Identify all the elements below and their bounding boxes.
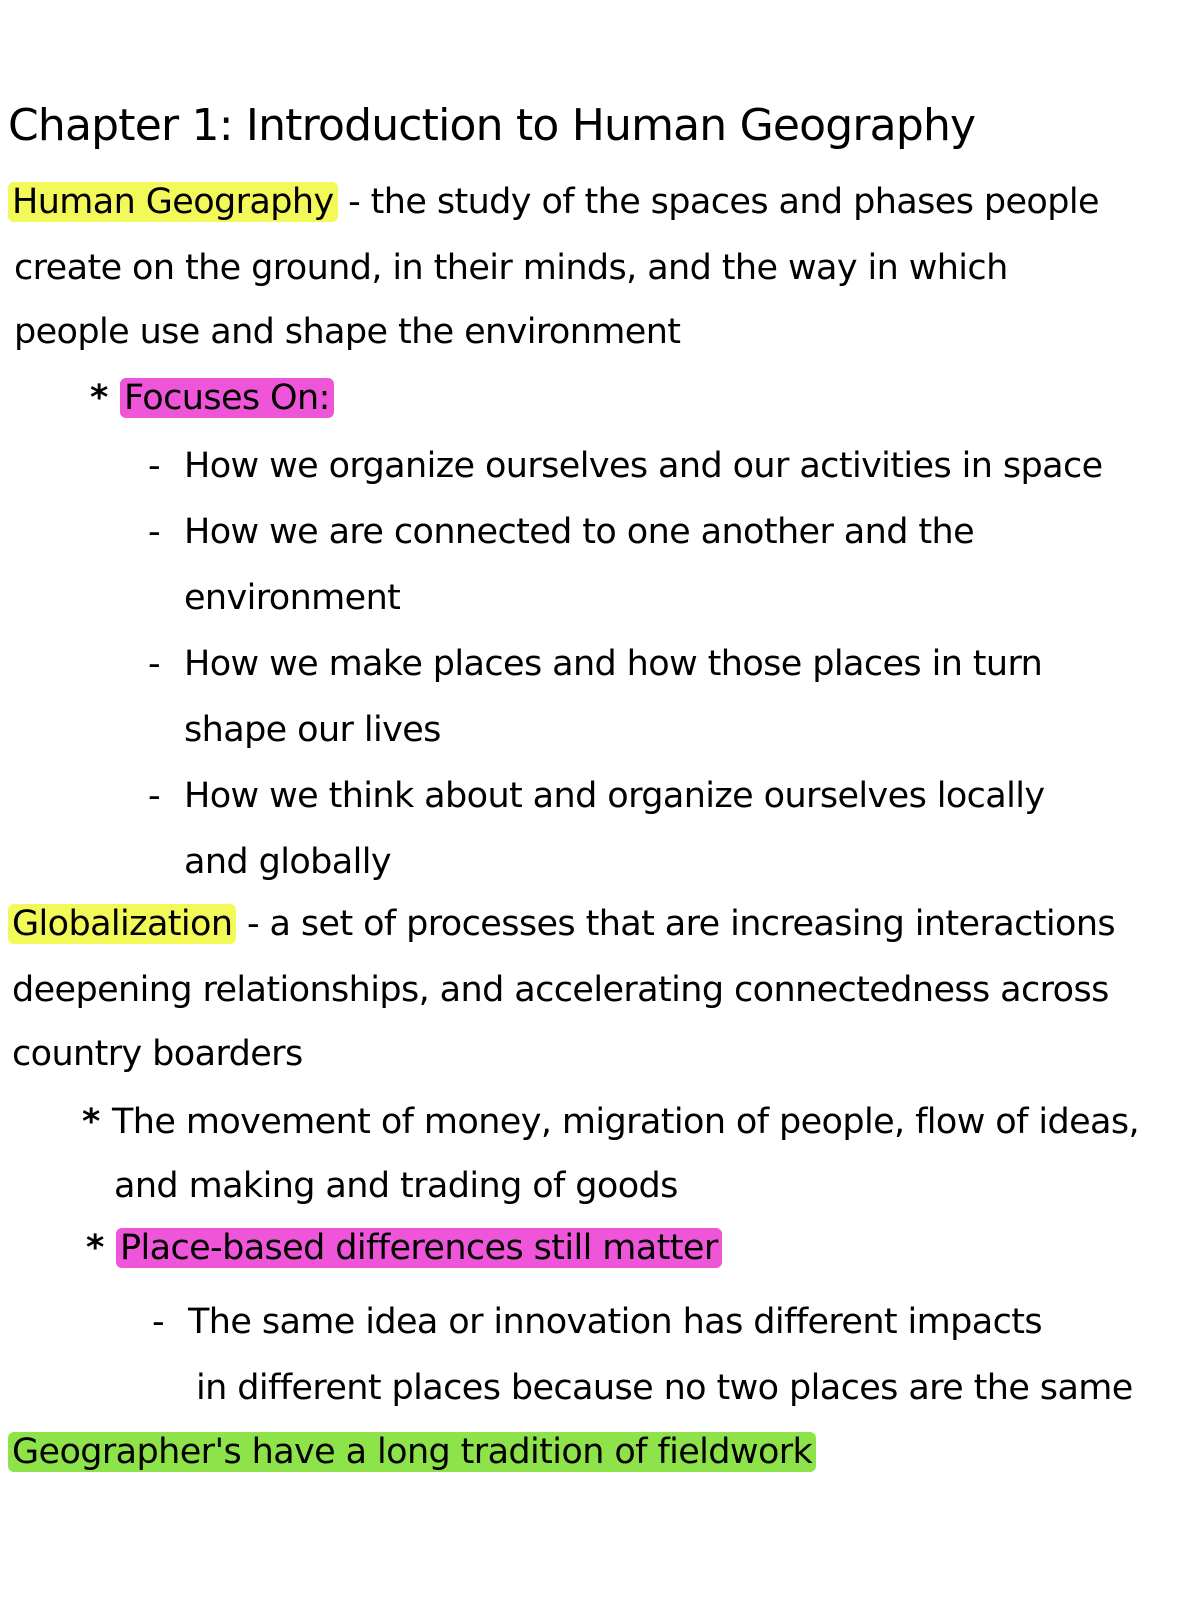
human-geography-term: Human Geography xyxy=(8,182,338,222)
focuses-on-label: Focuses On: xyxy=(120,378,334,418)
page-title: Chapter 1: Introduction to Human Geography xyxy=(8,100,976,151)
globalization-bullet-2 xyxy=(86,1226,722,1270)
fieldwork-line xyxy=(8,1430,816,1474)
globalization-bullet-1-text: The movement of money, migration of people, flow of ideas, xyxy=(112,1102,1140,1142)
focuses-on-heading xyxy=(90,376,334,420)
globalization-sub-item-continuation: in different places because no two places are the same xyxy=(196,1368,1133,1408)
focus-item xyxy=(148,774,1045,818)
asterisk-bullet-icon: * xyxy=(90,378,108,418)
focus-item-continuation: environment xyxy=(184,578,401,618)
human-geography-definition-line-1 xyxy=(8,180,1099,224)
focus-item xyxy=(148,642,1042,686)
globalization-bullet-1 xyxy=(82,1100,1139,1144)
focus-item-text: How we make places and how those places in turn xyxy=(184,644,1043,684)
focus-item xyxy=(148,510,974,554)
focus-item xyxy=(148,444,1103,488)
focus-item-continuation: shape our lives xyxy=(184,710,441,750)
human-geography-def-3: people use and shape the environment xyxy=(14,312,681,352)
dash-icon: - xyxy=(148,446,161,486)
dash-icon: - xyxy=(148,644,161,684)
globalization-sub-item xyxy=(152,1300,1042,1344)
globalization-def-1: - a set of processes that are increasing interactions xyxy=(246,904,1116,944)
focus-item-text: How we think about and organize ourselves locally xyxy=(184,776,1045,816)
globalization-def-3: country boarders xyxy=(12,1034,303,1074)
asterisk-bullet-icon: * xyxy=(86,1228,104,1268)
place-based-differences-text: Place-based differences still matter xyxy=(116,1228,722,1268)
globalization-term: Globalization xyxy=(8,904,236,944)
fieldwork-text: Geographer's have a long tradition of fieldwork xyxy=(8,1432,816,1472)
focus-item-text: How we are connected to one another and the xyxy=(184,512,975,552)
globalization-bullet-1-continuation: and making and trading of goods xyxy=(114,1166,678,1206)
dash-icon: - xyxy=(148,776,161,816)
human-geography-def-2: create on the ground, in their minds, and the way in which xyxy=(14,248,1008,288)
dash-icon: - xyxy=(152,1302,165,1342)
focus-item-continuation: and globally xyxy=(184,842,391,882)
asterisk-bullet-icon: * xyxy=(82,1102,100,1142)
globalization-sub-item-text: The same idea or innovation has different impacts xyxy=(188,1302,1043,1342)
globalization-definition-line-1 xyxy=(8,902,1115,946)
focus-item-text: How we organize ourselves and our activities in space xyxy=(184,446,1103,486)
human-geography-def-1: - the study of the spaces and phases people xyxy=(348,182,1099,222)
dash-icon: - xyxy=(148,512,161,552)
globalization-def-2: deepening relationships, and accelerating connectedness across xyxy=(12,970,1109,1010)
